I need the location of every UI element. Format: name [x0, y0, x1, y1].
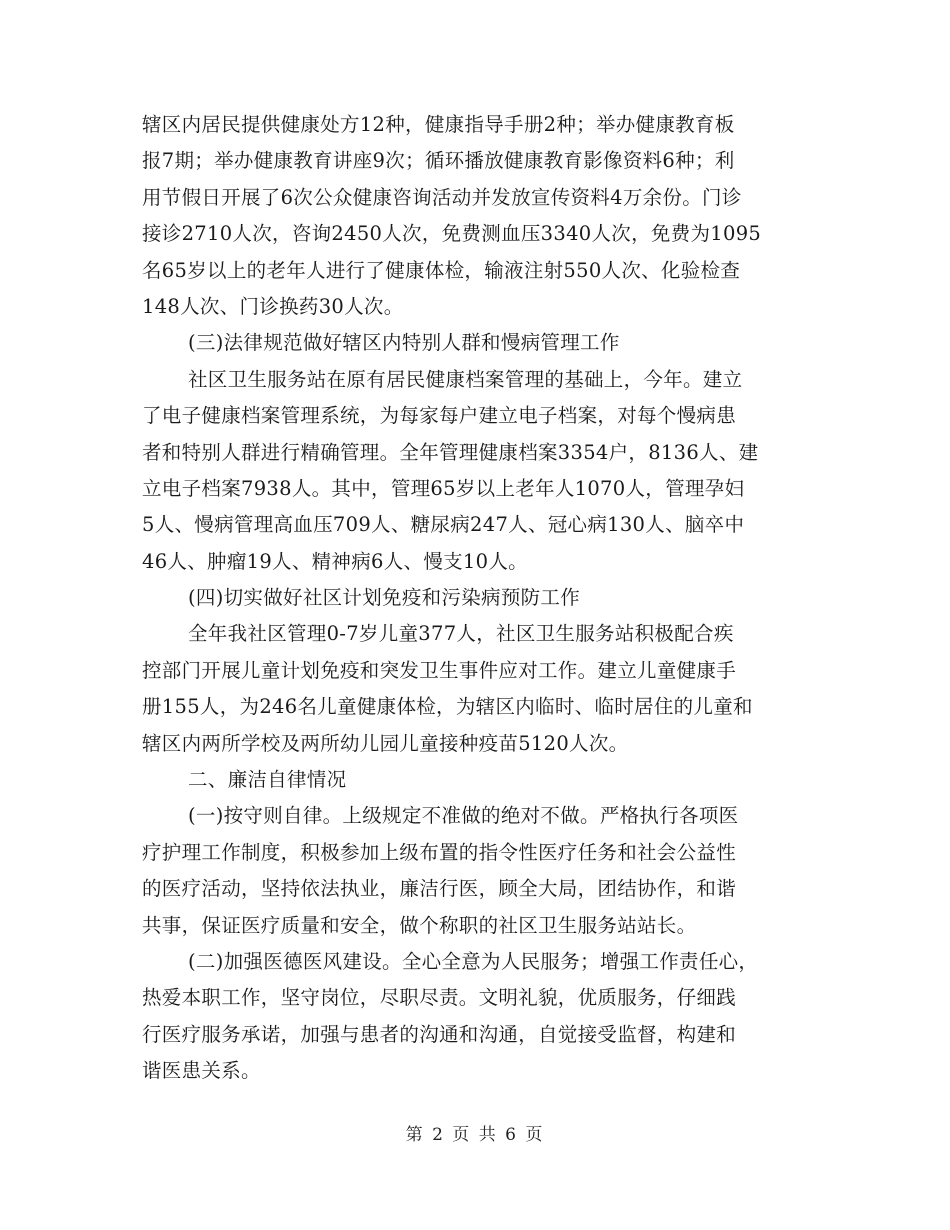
text-line: 册155人，为246名儿童健康体检，为辖区内临时、临时居住的儿童和	[142, 695, 753, 719]
text-line: (三)法律规范做好辖区内特别人群和慢病管理工作	[188, 331, 620, 355]
text-line: 5人、慢病管理高血压709人、糖尿病247人、冠心病130人、脑卒中	[142, 513, 745, 537]
text-line: 全年我社区管理0-7岁儿童377人，社区卫生服务站积极配合疾	[188, 622, 734, 646]
text-line: 控部门开展儿童计划免疫和突发卫生事件应对工作。建立儿童健康手	[142, 658, 737, 682]
text-line: 名65岁以上的老年人进行了健康体检，输液注射550人次、化验检查	[142, 258, 741, 282]
text-line: 接诊2710人次，咨询2450人次，免费测血压3340人次，免费为1095	[142, 222, 762, 246]
text-line: (二)加强医德医风建设。全心全意为人民服务；增强工作责任心，	[188, 949, 759, 973]
text-line: 的医疗活动，坚持依法执业，廉洁行医，顾全大局，团结协作，和谐	[142, 877, 737, 901]
text-line: 立电子档案7938人。其中，管理65岁以上老年人1070人，管理孕妇	[142, 476, 745, 500]
document-body	[142, 107, 808, 1090]
page-footer: 第 2 页 共 6 页	[405, 1125, 545, 1145]
text-line: 46人、肿瘤19人、精神病6人、慢支10人。	[142, 549, 528, 573]
text-line: 者和特别人群进行精确管理。全年管理健康档案3354户，8136人、建	[142, 440, 759, 464]
text-line: 辖区内两所学校及两所幼儿园儿童接种疫苗5120人次。	[142, 731, 629, 755]
text-line: 用节假日开展了6次公众健康咨询活动并发放宣传资料4万余份。门诊	[142, 185, 742, 209]
text-line: 疗护理工作制度，积极参加上级布置的指令性医疗任务和社会公益性	[142, 840, 737, 864]
text-line: 了电子健康档案管理系统，为每家每户建立电子档案，对每个慢病患	[142, 404, 737, 428]
text-line: 共事，保证医疗质量和安全，做个称职的社区卫生服务站站长。	[142, 913, 697, 937]
text-line: 报7期；举办健康教育讲座9次；循环播放健康教育影像资料6种；利	[142, 149, 735, 173]
text-line: 行医疗服务承诺，加强与患者的沟通和沟通，自觉接受监督，构建和	[142, 1022, 737, 1046]
text-line: (一)按守则自律。上级规定不准做的绝对不做。严格执行各项医	[188, 804, 739, 828]
text-line: (四)切实做好社区计划免疫和污染病预防工作	[188, 586, 581, 610]
text-line: 辖区内居民提供健康处方12种，健康指导手册2种；举办健康教育板	[142, 113, 735, 136]
text-line: 148人次、门诊换药30人次。	[142, 294, 404, 318]
text-line: 社区卫生服务站在原有居民健康档案管理的基础上，今年。建立	[188, 367, 743, 391]
text-line: 谐医患关系。	[142, 1059, 261, 1083]
text-line: 二、廉洁自律情况	[188, 768, 347, 792]
text-line: 热爱本职工作，坚守岗位，尽职尽责。文明礼貌，优质服务，仔细践	[142, 986, 737, 1010]
